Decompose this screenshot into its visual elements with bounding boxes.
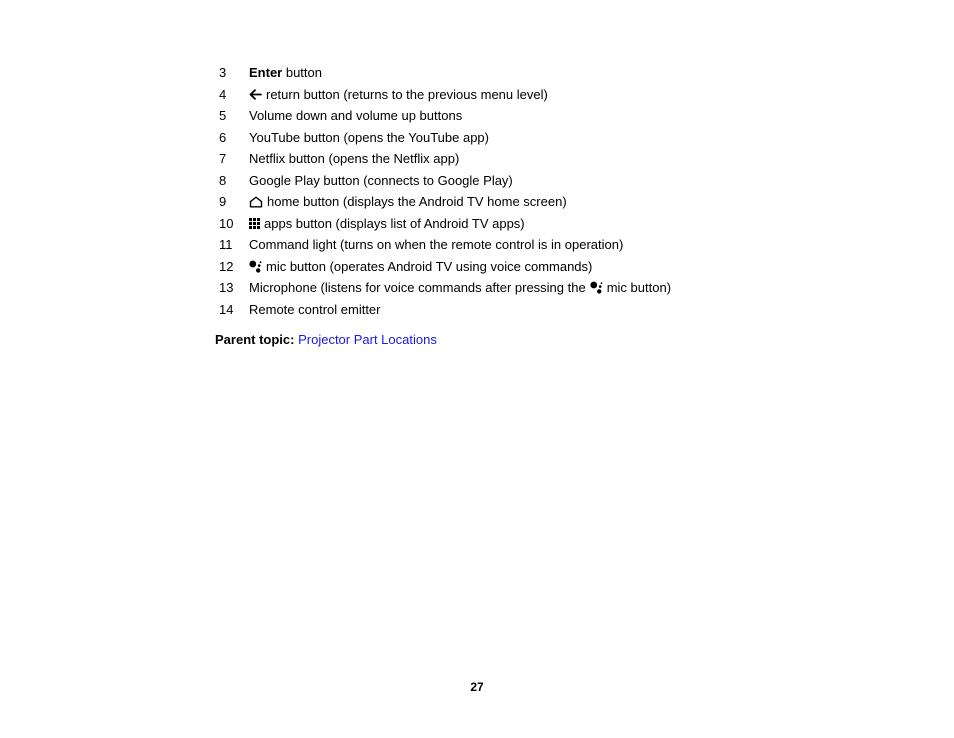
- list-item: [219, 234, 899, 256]
- item-number: 7: [219, 151, 227, 167]
- item-text: mic button (operates Android TV using voice commands): [266, 258, 593, 274]
- item-number: 5: [219, 108, 227, 124]
- item-description: [249, 193, 567, 210]
- list-item: [219, 148, 899, 170]
- list-item: [219, 84, 899, 106]
- item-description: [249, 215, 525, 232]
- item-number: 8: [219, 172, 227, 188]
- item-number: 13: [219, 280, 234, 296]
- item-text: apps button (displays list of Android TV apps): [264, 215, 525, 231]
- item-text: YouTube button (opens the YouTube app): [249, 129, 489, 145]
- list-item: [219, 105, 899, 127]
- parent-topic-label: Parent topic:: [215, 332, 295, 347]
- return-arrow-icon: [249, 89, 262, 100]
- item-description: [249, 86, 548, 103]
- list-item: [219, 213, 899, 235]
- google-assistant-icon: [249, 260, 262, 273]
- list-item: [219, 191, 899, 213]
- item-text: return button (returns to the previous menu level): [266, 86, 548, 102]
- item-number: 4: [219, 86, 227, 102]
- item-text: Remote control emitter: [249, 301, 381, 317]
- item-text: home button (displays the Android TV home screen): [267, 194, 567, 210]
- home-icon: [249, 196, 263, 208]
- item-number: 6: [219, 129, 227, 145]
- list-item: [219, 170, 899, 192]
- item-text: Command light (turns on when the remote control is in operation): [249, 237, 624, 253]
- item-number: 12: [219, 258, 234, 274]
- item-number: 14: [219, 301, 234, 317]
- item-text: button: [282, 65, 322, 81]
- item-text-after: mic button): [606, 280, 672, 296]
- item-text-before: Microphone (listens for voice commands after pressing the: [249, 280, 586, 296]
- list-item: [219, 256, 899, 278]
- item-text: Google Play button (connects to Google Play): [249, 172, 513, 188]
- item-number: 10: [219, 215, 234, 231]
- enter-label: Enter: [249, 65, 283, 81]
- item-number: 3: [219, 65, 227, 81]
- list-item: [219, 299, 899, 321]
- google-assistant-icon: [590, 281, 603, 294]
- item-description: [249, 258, 592, 275]
- item-text: Volume down and volume up buttons: [249, 108, 463, 124]
- item-number: 11: [219, 237, 233, 253]
- parent-topic-link[interactable]: Projector Part Locations: [298, 332, 437, 347]
- item-description: [249, 279, 671, 296]
- item-text: Netflix button (opens the Netflix app): [249, 151, 460, 167]
- apps-grid-icon: [249, 218, 260, 229]
- parent-topic: [215, 331, 437, 348]
- item-number: 9: [219, 194, 227, 210]
- item-description: [249, 64, 322, 81]
- list-item: [219, 127, 899, 149]
- callout-list: [219, 62, 899, 320]
- list-item: [219, 62, 899, 84]
- page-number: 27: [470, 680, 484, 694]
- list-item: [219, 277, 899, 299]
